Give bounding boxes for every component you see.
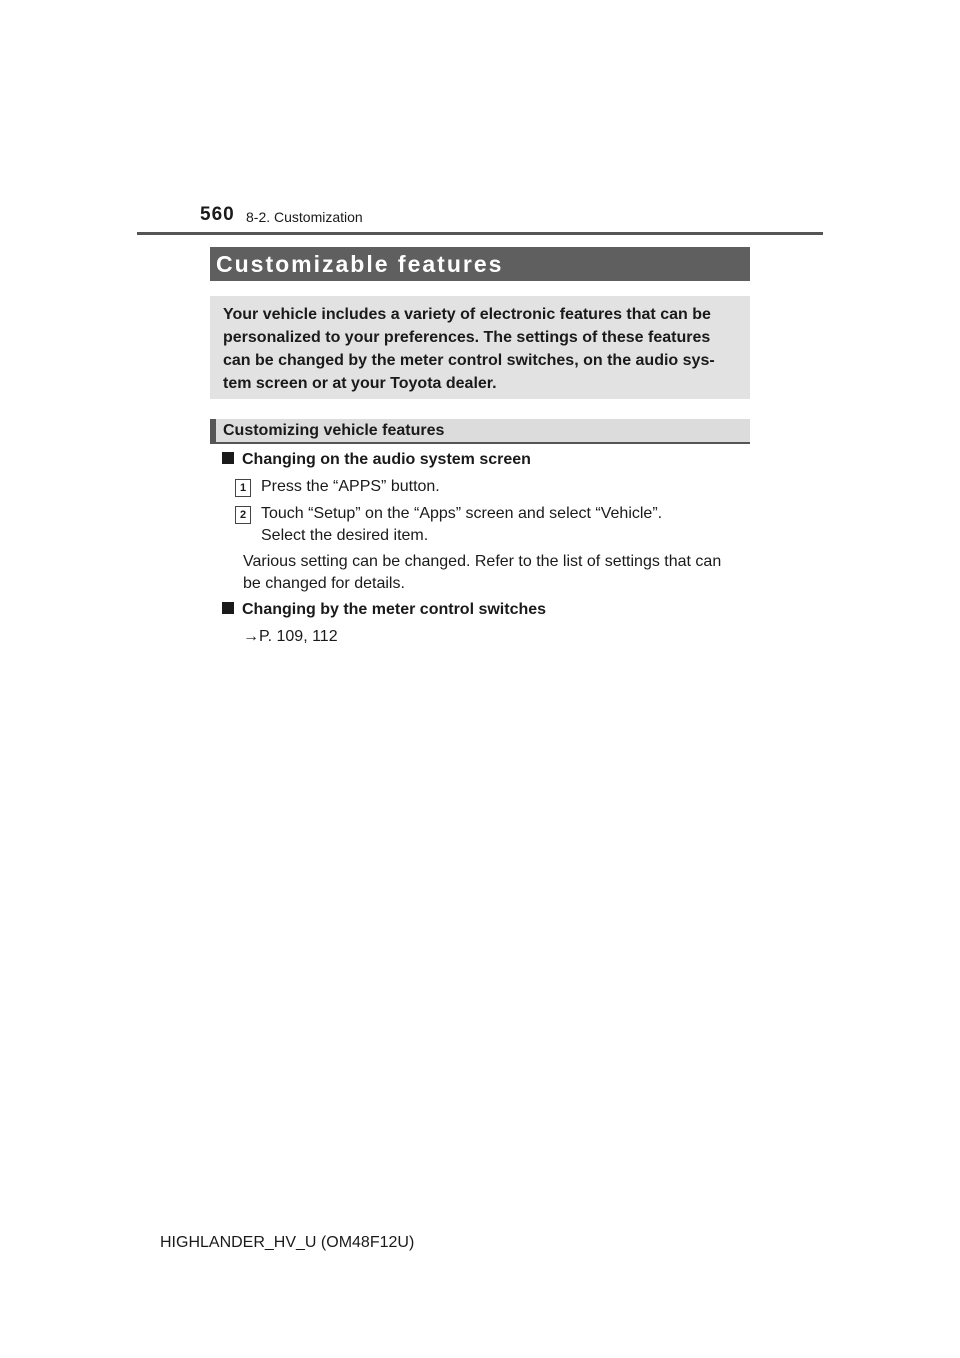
intro-text — [223, 303, 740, 395]
step-text: Press the “APPS” button. — [261, 478, 440, 495]
page-title-bar — [210, 247, 750, 281]
page-title: Customizable features — [216, 251, 504, 277]
audio-subsection-heading — [222, 451, 531, 469]
section-reference: 8-2. Customization — [246, 209, 363, 225]
note-line: be changed for details. — [243, 575, 405, 592]
note-line: Various setting can be changed. Refer to the list of settings that can — [243, 553, 722, 570]
intro-line: Your vehicle includes a variety of electronic features that can be — [223, 306, 711, 323]
square-bullet-icon — [222, 452, 234, 464]
step-number-icon: 2 — [235, 506, 251, 524]
audio-heading-text: Changing on the audio system screen — [242, 451, 531, 468]
section-heading-bar — [210, 419, 750, 444]
meter-heading-text: Changing by the meter control switches — [242, 601, 547, 618]
page-reference-link[interactable]: →P. 109, 112 — [243, 628, 338, 645]
step-text-continued: Select the desired item. — [261, 527, 429, 544]
meter-subsection-heading — [222, 601, 546, 619]
intro-line: personalized to your preferences. The settings of these features — [223, 329, 711, 346]
step-text: Touch “Setup” on the “Apps” screen and select “Vehicle”. — [261, 505, 663, 522]
square-bullet-icon — [222, 602, 234, 614]
header-divider — [137, 232, 823, 235]
footer-model-code: HIGHLANDER_HV_U (OM48F12U) — [160, 1234, 415, 1251]
intro-line: tem screen or at your Toyota dealer. — [223, 375, 497, 392]
page-number: 560 — [200, 204, 235, 225]
section-heading: Customizing vehicle features — [223, 422, 445, 439]
intro-line: can be changed by the meter control switches, on the audio sys- — [223, 352, 715, 369]
intro-box — [210, 296, 750, 399]
step-number-icon: 1 — [235, 479, 251, 497]
